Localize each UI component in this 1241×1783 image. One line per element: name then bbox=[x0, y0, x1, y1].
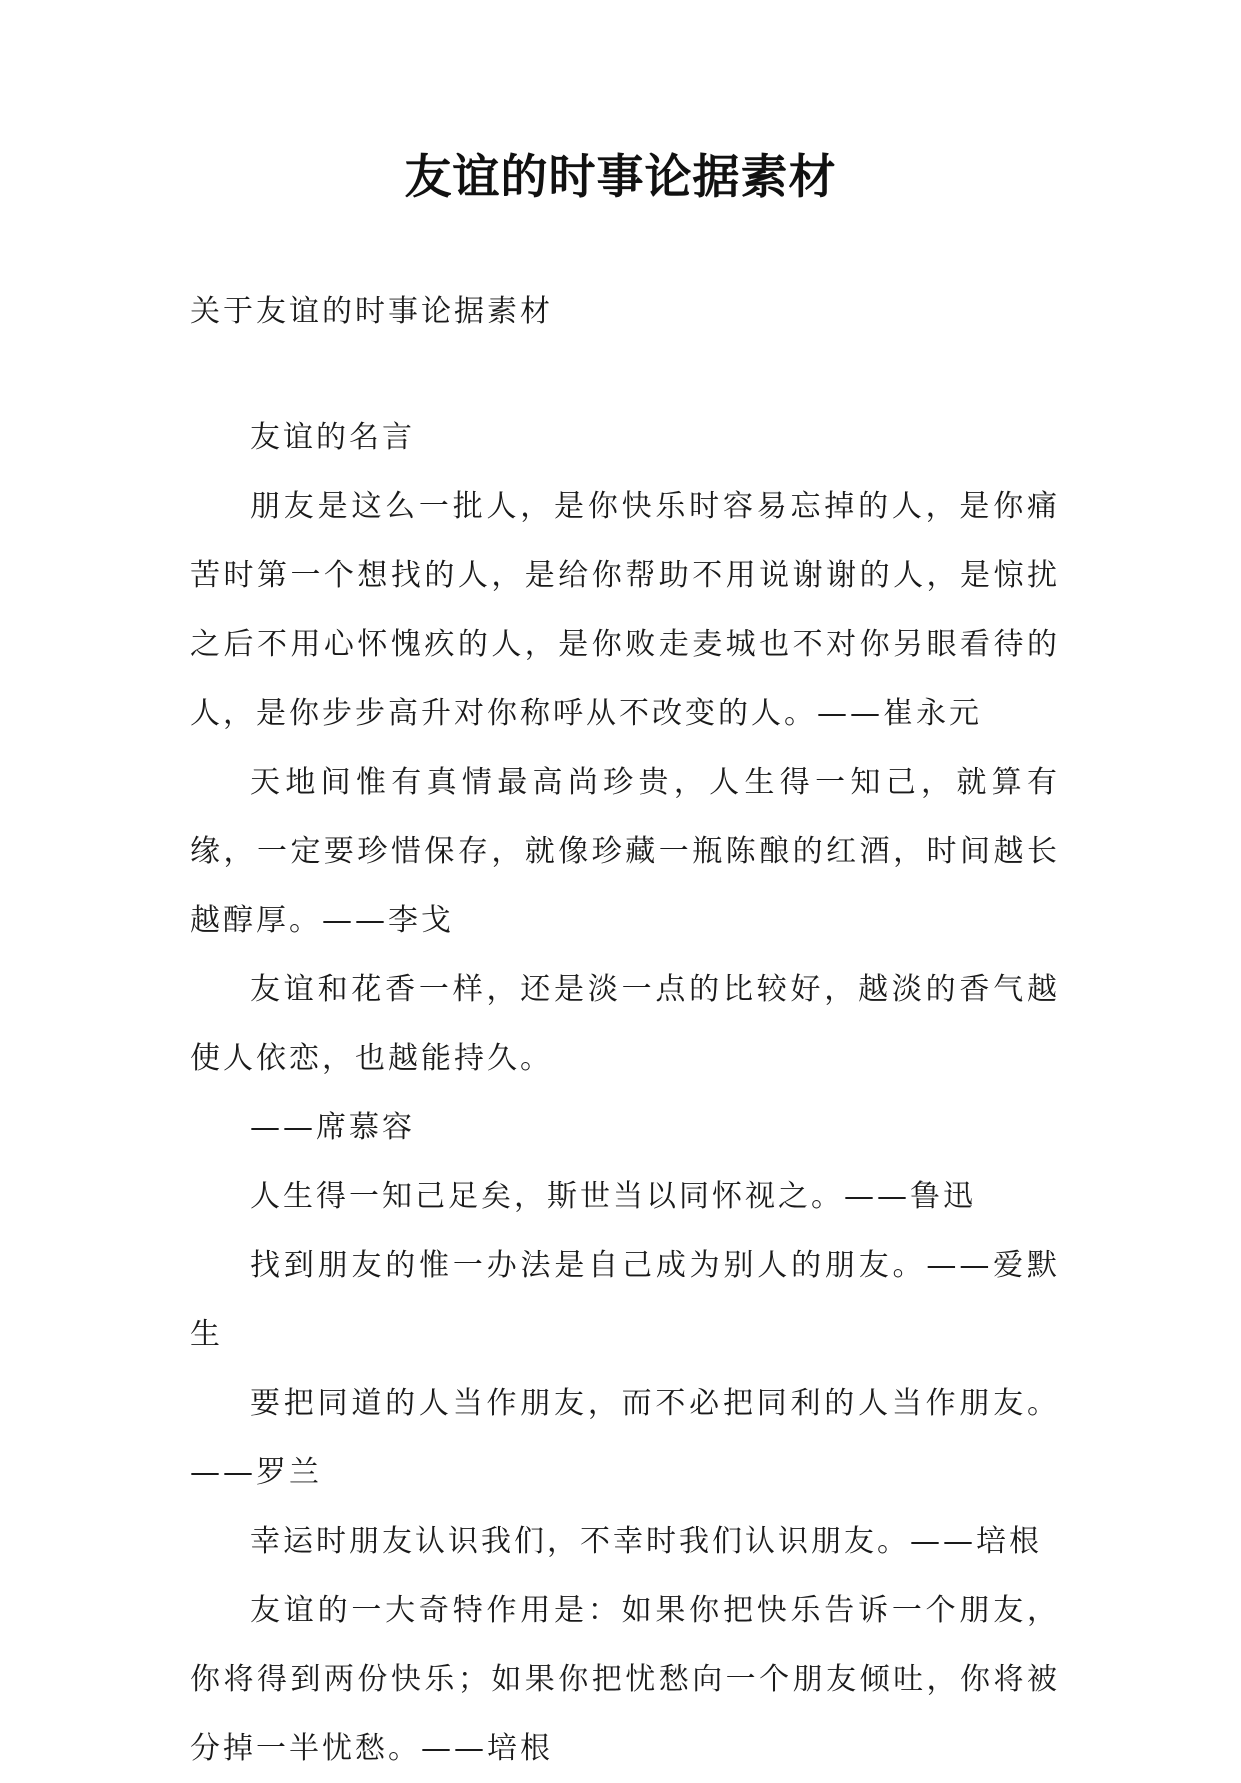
quote-paragraph: 幸运时朋友认识我们，不幸时我们认识朋友。——培根 bbox=[250, 1524, 1042, 1559]
quote-paragraph: 友谊和花香一样，还是淡一点的比较好，越淡的香气越使人依恋，也越能持久。 bbox=[190, 972, 1060, 1076]
section-heading: 友谊的名言 bbox=[250, 420, 415, 455]
quote-paragraph: 朋友是这么一批人，是你快乐时容易忘掉的人，是你痛苦时第一个想找的人，是给你帮助不用说谢谢的人，是惊扰之后不用心怀愧疚的人，是你败走麦城也不对你另眼看待的人，是你步步高升对你称呼从不改变的人。——崔永元 bbox=[190, 489, 1060, 731]
quote-attribution: ——席慕容 bbox=[250, 1110, 415, 1145]
quote-paragraph: 要把同道的人当作朋友，而不必把同利的人当作朋友。——罗兰 bbox=[190, 1386, 1060, 1490]
document-title: 友谊的时事论据素材 bbox=[404, 150, 837, 205]
quote-paragraph: 找到朋友的惟一办法是自己成为别人的朋友。——爱默生 bbox=[190, 1248, 1060, 1352]
document-body bbox=[190, 403, 1060, 1783]
quote-paragraph: 天地间惟有真情最高尚珍贵，人生得一知己，就算有缘，一定要珍惜保存，就像珍藏一瓶陈酿的红酒，时间越长越醇厚。——李戈 bbox=[190, 765, 1060, 938]
document-subtitle: 关于友谊的时事论据素材 bbox=[190, 294, 553, 329]
quote-paragraph: 友谊的一大奇特作用是：如果你把快乐告诉一个朋友，你将得到两份快乐；如果你把忧愁向一个朋友倾吐，你将被分掉一半忧愁。——培根 bbox=[190, 1593, 1060, 1766]
quote-paragraph: 人生得一知己足矣，斯世当以同怀视之。——鲁迅 bbox=[250, 1179, 976, 1214]
